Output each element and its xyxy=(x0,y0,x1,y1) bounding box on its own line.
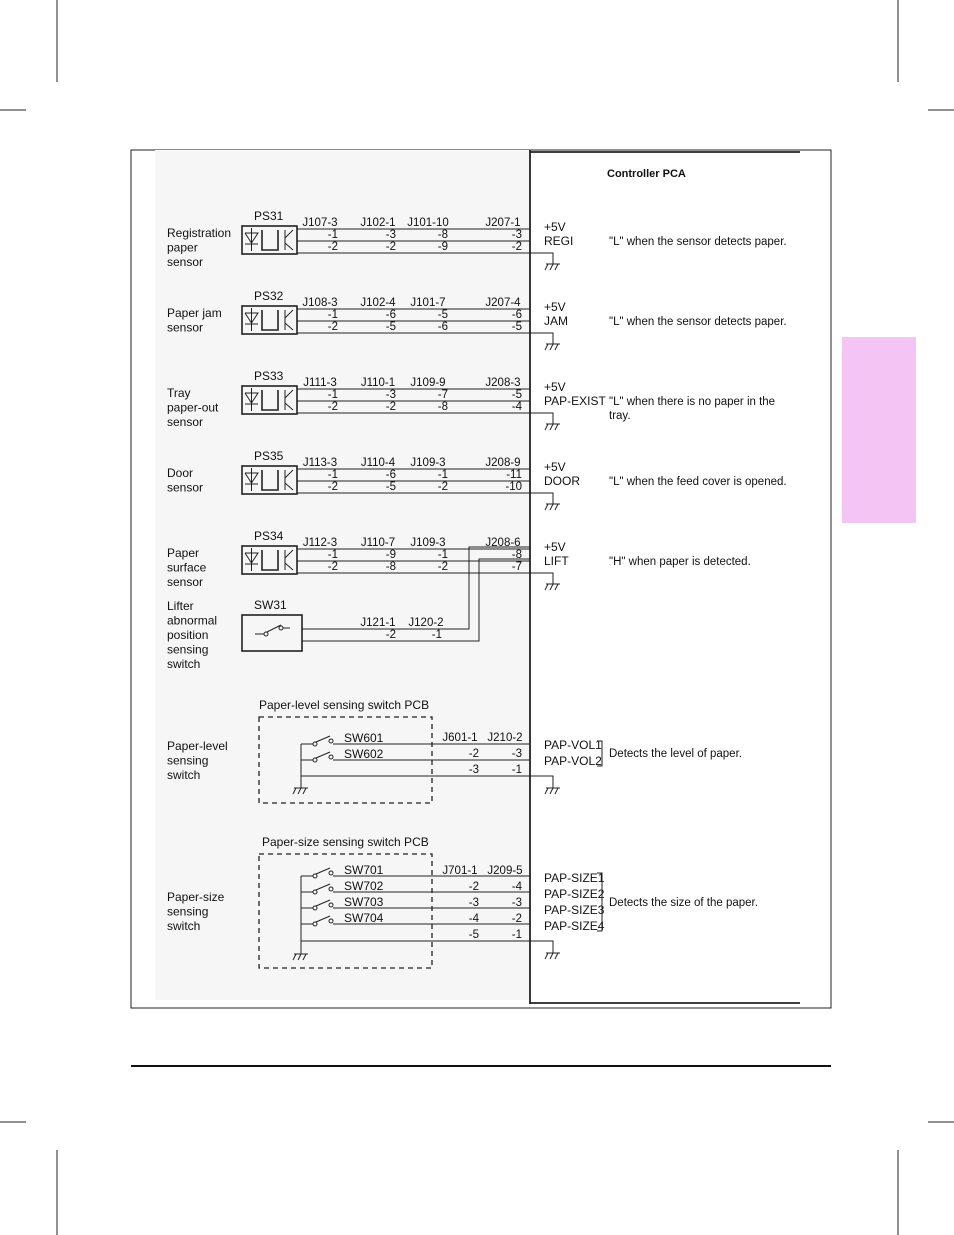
switch-label: position xyxy=(167,628,209,642)
signal-description: "L" when the sensor detects paper. xyxy=(609,316,787,328)
sensor-label: surface xyxy=(167,560,207,575)
connector-label: J107-3 xyxy=(302,217,338,229)
supply-label: +5V xyxy=(544,540,566,554)
sensor-id: PS32 xyxy=(254,289,284,303)
supply-label: +5V xyxy=(544,460,566,474)
pin-number: -5 xyxy=(511,321,522,333)
pin-number: -1 xyxy=(327,469,338,481)
pin-number: -3 xyxy=(468,764,479,776)
pin-number: -1 xyxy=(327,549,338,561)
pin-number: -7 xyxy=(511,561,522,573)
connector-label: J108-3 xyxy=(302,297,338,309)
ground-icon xyxy=(545,338,560,350)
signal-description: tray. xyxy=(609,410,631,422)
sensor-label: sensor xyxy=(167,320,204,335)
connector-label: J210-2 xyxy=(487,732,523,744)
connector-label: J207-1 xyxy=(485,217,521,229)
pin-number: -8 xyxy=(511,549,522,561)
pin-number: -9 xyxy=(385,549,396,561)
connector-label: J121-1 xyxy=(360,617,396,629)
connector-label: J102-4 xyxy=(360,297,396,309)
pin-number: -2 xyxy=(327,241,338,253)
supply-label: +5V xyxy=(544,380,566,394)
pin-number: -1 xyxy=(327,229,338,241)
switch-id: SW701 xyxy=(344,863,384,877)
pin-number: -2 xyxy=(327,401,338,413)
pin-number: -3 xyxy=(511,748,522,760)
signal-name: PAP-SIZE3 xyxy=(544,903,605,917)
signal-name: PAP-SIZE1 xyxy=(544,871,605,885)
pin-number: -3 xyxy=(511,229,522,241)
pin-number: -3 xyxy=(385,389,396,401)
pin-number: -4 xyxy=(511,401,522,413)
connector-label: J111-3 xyxy=(303,377,337,389)
switch-label: sensing xyxy=(167,642,209,657)
ground-icon xyxy=(545,947,560,959)
pin-number: -6 xyxy=(385,469,396,481)
sensor-label: Paper xyxy=(167,546,200,560)
pin-number: -6 xyxy=(511,309,522,321)
pin-number: -5 xyxy=(468,929,479,941)
ground-icon xyxy=(545,578,560,590)
pin-number: -3 xyxy=(511,897,522,909)
pin-number: -1 xyxy=(327,309,338,321)
pin-number: -1 xyxy=(431,629,442,641)
pin-number: -1 xyxy=(327,389,338,401)
signal-description: "L" when the feed cover is opened. xyxy=(609,476,787,488)
sensor-label: Door xyxy=(167,466,194,480)
pin-number: -1 xyxy=(437,469,448,481)
controller-pca-title: Controller PCA xyxy=(607,168,686,180)
sensor-label: sensor xyxy=(167,575,204,589)
connector-label: J207-4 xyxy=(485,297,521,309)
pcb-title: Paper-level sensing switch PCB xyxy=(259,698,430,712)
pin-number: -11 xyxy=(506,469,522,481)
pin-number: -5 xyxy=(385,321,396,333)
switch-id: SW31 xyxy=(254,598,287,612)
sensor-label: paper-out xyxy=(167,400,219,415)
signal-name: DOOR xyxy=(544,474,580,488)
switch-label: switch xyxy=(167,657,201,671)
pin-number: -2 xyxy=(468,748,479,760)
pin-number: -10 xyxy=(505,481,522,493)
signal-name: REGI xyxy=(544,234,574,248)
signal-name: JAM xyxy=(544,314,568,328)
connector-label: J109-3 xyxy=(410,537,446,549)
pin-number: -6 xyxy=(437,321,448,333)
pin-number: -2 xyxy=(468,881,479,893)
supply-label: +5V xyxy=(544,300,566,314)
connector-label: J101-10 xyxy=(407,217,449,229)
pin-number: -2 xyxy=(385,629,396,641)
switch-label: sensing xyxy=(167,904,209,919)
sensor-label: Tray xyxy=(167,386,191,400)
sensor-id: PS31 xyxy=(254,209,284,223)
sensor-label: sensor xyxy=(167,415,204,429)
connector-label: J208-3 xyxy=(485,377,521,389)
pin-number: -3 xyxy=(385,229,396,241)
pin-number: -2 xyxy=(511,241,522,253)
connector-label: J208-9 xyxy=(485,457,521,469)
connector-label: J110-1 xyxy=(360,377,396,389)
pin-number: -5 xyxy=(437,309,448,321)
connector-label: J113-3 xyxy=(302,457,338,469)
connector-label: J112-3 xyxy=(302,537,338,549)
connector-label: J208-6 xyxy=(485,537,521,549)
connector-label: J109-3 xyxy=(410,457,446,469)
pin-number: -2 xyxy=(385,241,396,253)
pin-number: -4 xyxy=(468,913,479,925)
switch-label: switch xyxy=(167,768,201,782)
sensor-label: sensor xyxy=(167,255,204,269)
switch-id: SW702 xyxy=(344,879,384,893)
sensor-label: paper xyxy=(167,240,198,255)
pin-number: -4 xyxy=(511,881,522,893)
switch-label: Lifter xyxy=(167,599,194,613)
pcb-title: Paper-size sensing switch PCB xyxy=(262,835,429,849)
connector-label: J101-7 xyxy=(410,297,446,309)
signal-description: "L" when the sensor detects paper. xyxy=(609,236,787,248)
pin-number: -2 xyxy=(437,481,448,493)
signal-description: "H" when paper is detected. xyxy=(609,556,751,568)
signal-name: LIFT xyxy=(544,554,569,568)
pin-number: -3 xyxy=(468,897,479,909)
pin-number: -2 xyxy=(385,401,396,413)
switch-label: sensing xyxy=(167,753,209,768)
pin-number: -2 xyxy=(327,481,338,493)
switch-id: SW704 xyxy=(344,911,384,925)
pin-number: -1 xyxy=(437,549,448,561)
pin-number: -2 xyxy=(327,561,338,573)
signal-name: PAP-SIZE2 xyxy=(544,887,605,901)
pin-number: -6 xyxy=(385,309,396,321)
connector-label: J110-7 xyxy=(360,537,396,549)
supply-label: +5V xyxy=(544,220,566,234)
pin-number: -5 xyxy=(511,389,522,401)
sensor-label: Registration xyxy=(167,226,232,240)
connector-label: J209-5 xyxy=(487,865,523,877)
sensor-id: PS33 xyxy=(254,369,284,383)
connector-label: J120-2 xyxy=(408,617,444,629)
connector-label: J110-4 xyxy=(360,457,396,469)
switch-id: SW703 xyxy=(344,895,384,909)
pin-number: -8 xyxy=(437,401,448,413)
signal-description: Detects the size of the paper. xyxy=(609,897,758,909)
ground-icon xyxy=(545,418,560,430)
signal-description: Detects the level of paper. xyxy=(609,748,742,760)
switch-id: SW602 xyxy=(344,747,384,761)
signal-name: PAP-VOL2 xyxy=(544,754,602,768)
signal-name: PAP-SIZE4 xyxy=(544,919,605,933)
connector-label: J109-9 xyxy=(410,377,446,389)
sensor-id: PS34 xyxy=(254,529,284,543)
switch-label: switch xyxy=(167,919,201,933)
switch-id: SW601 xyxy=(344,731,384,745)
ground-icon xyxy=(545,258,560,270)
pin-number: -1 xyxy=(511,929,522,941)
sensor-label: sensor xyxy=(167,480,204,495)
pin-number: -1 xyxy=(511,764,522,776)
connector-label: J102-1 xyxy=(360,217,396,229)
signal-description: "L" when there is no paper in the xyxy=(609,396,776,408)
connector-label: J601-1 xyxy=(442,732,478,744)
pin-number: -5 xyxy=(385,481,396,493)
switch-label: Paper-level xyxy=(167,739,228,753)
switch-label: abnormal xyxy=(167,613,218,628)
sensor-id: PS35 xyxy=(254,449,284,463)
pin-number: -2 xyxy=(437,561,448,573)
pin-number: -9 xyxy=(437,241,448,253)
sensor-label: Paper jam xyxy=(167,306,222,320)
signal-name: PAP-EXIST xyxy=(544,394,606,408)
switch-label: Paper-size xyxy=(167,890,225,904)
connector-label: J701-1 xyxy=(442,865,478,877)
pin-number: -2 xyxy=(511,913,522,925)
ground-icon xyxy=(545,498,560,510)
pin-number: -8 xyxy=(385,561,396,573)
side-tab xyxy=(842,337,916,523)
ground-icon xyxy=(545,782,560,794)
pin-number: -8 xyxy=(437,229,448,241)
pin-number: -7 xyxy=(437,389,448,401)
signal-name: PAP-VOL1 xyxy=(544,738,602,752)
pin-number: -2 xyxy=(327,321,338,333)
